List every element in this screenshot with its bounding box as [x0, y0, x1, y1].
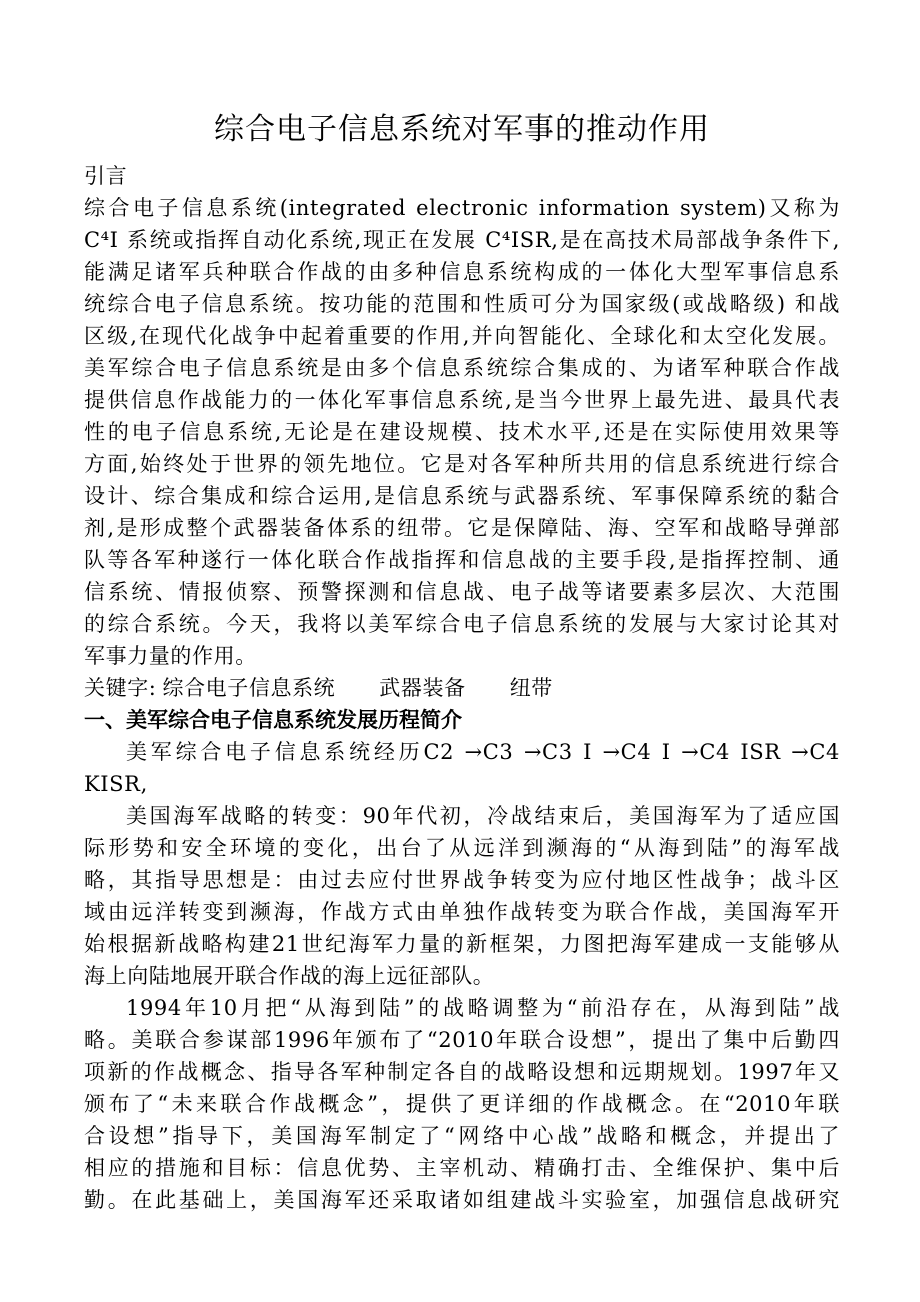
document-title: 综合电子信息系统对军事的推动作用 — [214, 112, 710, 147]
paragraph-line: 略，其指导思想是：由过去应付世界战争转变为应付地区性战争；战斗区 — [84, 868, 840, 892]
intro-line: 性的电子信息系统,无论是在建设规模、技术水平,还是在实际使用效果等 — [84, 420, 840, 444]
introduction — [84, 160, 840, 1216]
intro-line: 军事力量的作用。 — [84, 644, 257, 668]
intro-line: 方面,始终处于世界的领先地位。它是对各军种所共用的信息系统进行综合 — [84, 452, 840, 476]
intro-line: 信系统、情报侦察、预警探测和信息战、电子战等诸要素多层次、大范围 — [84, 580, 840, 604]
intro-line: C⁴I 系统或指挥自动化系统,现正在发展 C⁴ISR,是在高技术局部战争条件下, — [84, 228, 840, 252]
keyword: 武器装备 — [379, 676, 466, 700]
intro-line: 设计、综合集成和综合运用,是信息系统与武器系统、军事保障系统的黏合 — [84, 484, 840, 508]
paragraph-line: 始根据新战略构建21世纪海军力量的新框架，力图把海军建成一支能够从 — [84, 932, 840, 956]
paragraph-line: KISR, — [84, 772, 148, 796]
intro-heading: 引言 — [84, 164, 128, 188]
intro-line: 美军综合电子信息系统是由多个信息系统综合集成的、为诸军种联合作战 — [84, 356, 840, 380]
intro-line: 提供信息作战能力的一体化军事信息系统,是当今世界上最先进、最具代表 — [84, 388, 840, 412]
section-heading: 一、美军综合电子信息系统发展历程简介 — [84, 708, 462, 732]
keywords-label: 关键字: — [84, 676, 157, 700]
paragraph-line: 美军综合电子信息系统经历C2 →C3 →C3 I →C4 I →C4 ISR →C4 — [126, 740, 840, 764]
intro-line: 区级,在现代化战争中起着重要的作用,并向智能化、全球化和太空化发展。 — [84, 324, 840, 348]
intro-line: 队等各军种遂行一体化联合作战指挥和信息战的主要手段,是指挥控制、通 — [84, 548, 840, 572]
paragraph-line: 际形势和安全环境的变化，出台了从远洋到濒海的“从海到陆”的海军战 — [84, 836, 840, 860]
paragraph-line: 相应的措施和目标：信息优势、主宰机动、精确打击、全维保护、集中后 — [84, 1156, 840, 1180]
keyword: 纽带 — [509, 676, 553, 700]
intro-line: 统综合电子信息系统。按功能的范围和性质可分为国家级(或战略级) 和战 — [84, 292, 840, 316]
paragraph-line: 颁布了“未来联合作战概念”，提供了更详细的作战概念。在“2010年联 — [84, 1092, 840, 1116]
paragraph-line: 域由远洋转变到濒海，作战方式由单独作战转变为联合作战，美国海军开 — [84, 900, 840, 924]
paragraph-line: 项新的作战概念、指导各军种制定各自的战略设想和远期规划。1997年又 — [84, 1060, 840, 1084]
keyword: 综合电子信息系统 — [162, 676, 336, 700]
intro-line: 的综合系统。今天，我将以美军综合电子信息系统的发展与大家讨论其对 — [84, 612, 840, 636]
keywords-line — [84, 672, 840, 704]
paragraph-line: 略。美联合参谋部1996年颁布了“2010年联合设想”，提出了集中后勤四 — [84, 1028, 840, 1052]
intro-line: 综合电子信息系统(integrated electronic information system)又称为 — [84, 196, 840, 220]
intro-line: 剂,是形成整个武器装备体系的纽带。它是保障陆、海、空军和战略导弹部 — [84, 516, 840, 540]
paragraph-line: 合设想”指导下，美国海军制定了“网络中心战”战略和概念，并提出了 — [84, 1124, 840, 1148]
paragraph-line: 勤。在此基础上，美国海军还采取诸如组建战斗实验室，加强信息战研究 — [84, 1188, 840, 1212]
paragraph-line: 美国海军战略的转变：90年代初，冷战结束后，美国海军为了适应国 — [126, 804, 840, 828]
intro-line: 能满足诸军兵种联合作战的由多种信息系统构成的一体化大型军事信息系 — [84, 260, 840, 284]
paragraph-line: 1994年10月把“从海到陆”的战略调整为“前沿存在，从海到陆”战 — [126, 996, 840, 1020]
paragraph-line: 海上向陆地展开联合作战的海上远征部队。 — [84, 964, 495, 988]
